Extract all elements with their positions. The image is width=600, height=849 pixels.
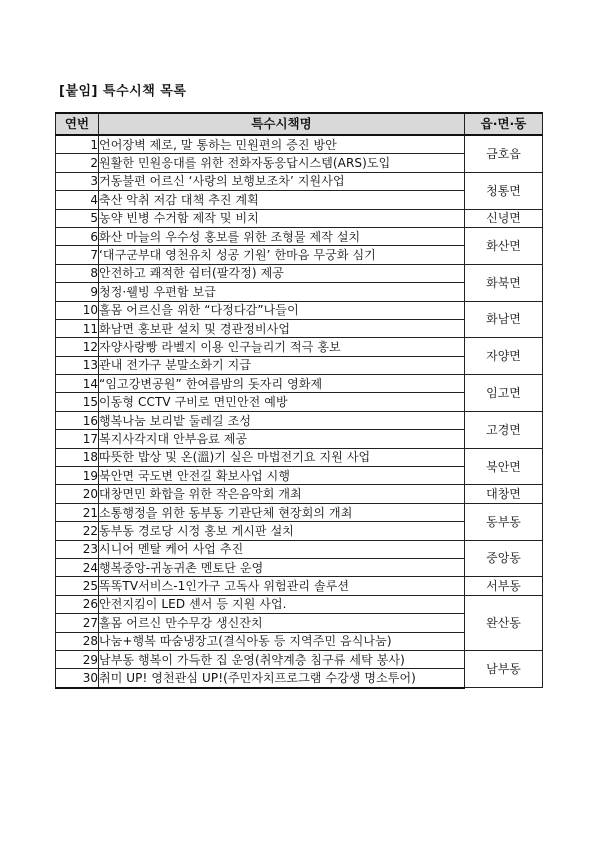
row-name: 안전하고 쾌적한 쉼터(팔각정) 제공 [99,264,465,282]
row-no: 4 [56,191,99,209]
table-row [56,503,543,521]
row-town: 화산면 [465,227,543,264]
row-name: 원활한 민원응대를 위한 전화자동응답시스템(ARS)도입 [99,154,465,172]
row-town: 서부동 [465,577,543,595]
table-row [56,485,543,503]
row-no: 14 [56,375,99,393]
row-name: 복지사각지대 안부음료 제공 [99,430,465,448]
row-no: 2 [56,154,99,172]
row-no: 13 [56,356,99,374]
row-name: 화산 마늘의 우수성 홍보를 위한 조형물 제작 설치 [99,227,465,245]
row-no: 17 [56,430,99,448]
table-row [56,375,543,393]
row-no: 11 [56,319,99,337]
row-no: 5 [56,209,99,227]
table-row [56,650,543,668]
row-name: 거동불편 어르신 ‘사랑의 보행보조차’ 지원사업 [99,172,465,190]
row-name: 동부동 경로당 시정 홍보 게시판 설치 [99,522,465,540]
row-town: 화북면 [465,264,543,301]
row-town: 완산동 [465,595,543,650]
table-row [56,301,543,319]
table-row [56,135,543,154]
row-name: 나눔+행복 따숨냉장고(결식아동 등 지역주민 음식나눔) [99,632,465,650]
row-no: 24 [56,558,99,576]
row-town: 고경면 [465,411,543,448]
row-no: 7 [56,246,99,264]
table-row [56,448,543,466]
row-no: 10 [56,301,99,319]
row-no: 15 [56,393,99,411]
row-town: 북안면 [465,448,543,485]
row-town: 대창면 [465,485,543,503]
row-name: ‘대구군부대 영천유치 성공 기원’ 한마음 무궁화 심기 [99,246,465,264]
row-name: 농약 빈병 수거함 제작 및 비치 [99,209,465,227]
row-name: 따뜻한 밥상 및 온(溫)기 실은 마법전기요 지원 사업 [99,448,465,466]
header-name: 특수시책명 [99,113,465,135]
row-no: 26 [56,595,99,613]
table-row [56,227,543,245]
table-row [56,540,543,558]
row-no: 22 [56,522,99,540]
row-name: 화남면 홍보판 설치 및 경관정비사업 [99,319,465,337]
row-name: 북안면 국도변 안전길 확보사업 시행 [99,467,465,485]
table-row [56,338,543,356]
row-name: 홀몸 어르신 만수무강 생신잔치 [99,614,465,632]
document-title: [붙임] 특수시책 목록 [59,84,187,99]
header-town: 읍·면·동 [465,113,543,135]
table-row [56,411,543,429]
row-town: 금호읍 [465,135,543,172]
row-town: 신녕면 [465,209,543,227]
row-no: 30 [56,669,99,688]
table-row [56,595,543,613]
row-name: 행복나눔 보리밭 둘레길 조성 [99,411,465,429]
table-row [56,264,543,282]
row-name: 시니어 멘탈 케어 사업 추진 [99,540,465,558]
table-row [56,209,543,227]
row-no: 23 [56,540,99,558]
row-name: 똑똑TV서비스-1인가구 고독사 위험관리 솔루션 [99,577,465,595]
row-no: 21 [56,503,99,521]
row-no: 28 [56,632,99,650]
table-header-row [56,113,543,135]
row-town: 자양면 [465,338,543,375]
row-no: 8 [56,264,99,282]
row-no: 12 [56,338,99,356]
row-town: 화남면 [465,301,543,338]
row-name: 축산 악취 저감 대책 추진 계획 [99,191,465,209]
row-no: 18 [56,448,99,466]
row-name: 소통행정을 위한 동부동 기관단체 현장회의 개최 [99,503,465,521]
row-name: 행복중앙-귀농귀촌 멘토단 운영 [99,558,465,576]
row-name: 안전지킴이 LED 센서 등 지원 사업. [99,595,465,613]
row-name: 홀몸 어르신을 위한 “다정다감”나들이 [99,301,465,319]
row-no: 20 [56,485,99,503]
row-no: 6 [56,227,99,245]
row-no: 29 [56,650,99,668]
special-policy-table [55,112,543,689]
row-name: 남부동 행복이 가득한 집 운영(취약계층 침구류 세탁 봉사) [99,650,465,668]
row-no: 16 [56,411,99,429]
row-name: 관내 전가구 분말소화기 지급 [99,356,465,374]
row-name: “임고강변공원” 한여름밤의 돗자리 영화제 [99,375,465,393]
row-no: 25 [56,577,99,595]
table-row [56,172,543,190]
row-no: 19 [56,467,99,485]
row-town: 청통면 [465,172,543,209]
row-town: 중앙동 [465,540,543,577]
row-name: 취미 UP! 영천관심 UP!(주민자치프로그램 수강생 명소투어) [99,669,465,688]
header-no: 연번 [56,113,99,135]
row-name: 자양사랑빵 라벨지 이용 인구늘리기 적극 홍보 [99,338,465,356]
row-town: 동부동 [465,503,543,540]
row-town: 임고면 [465,375,543,412]
row-town: 남부동 [465,650,543,687]
row-name: 이동형 CCTV 구비로 면민안전 예방 [99,393,465,411]
row-name: 청정·웰빙 우편함 보급 [99,283,465,301]
row-no: 3 [56,172,99,190]
row-name: 언어장벽 제로, 말 통하는 민원편의 증진 방안 [99,135,465,154]
row-no: 9 [56,283,99,301]
row-no: 1 [56,135,99,154]
row-no: 27 [56,614,99,632]
row-name: 대창면민 화합을 위한 작은음악회 개최 [99,485,465,503]
table-row [56,577,543,595]
